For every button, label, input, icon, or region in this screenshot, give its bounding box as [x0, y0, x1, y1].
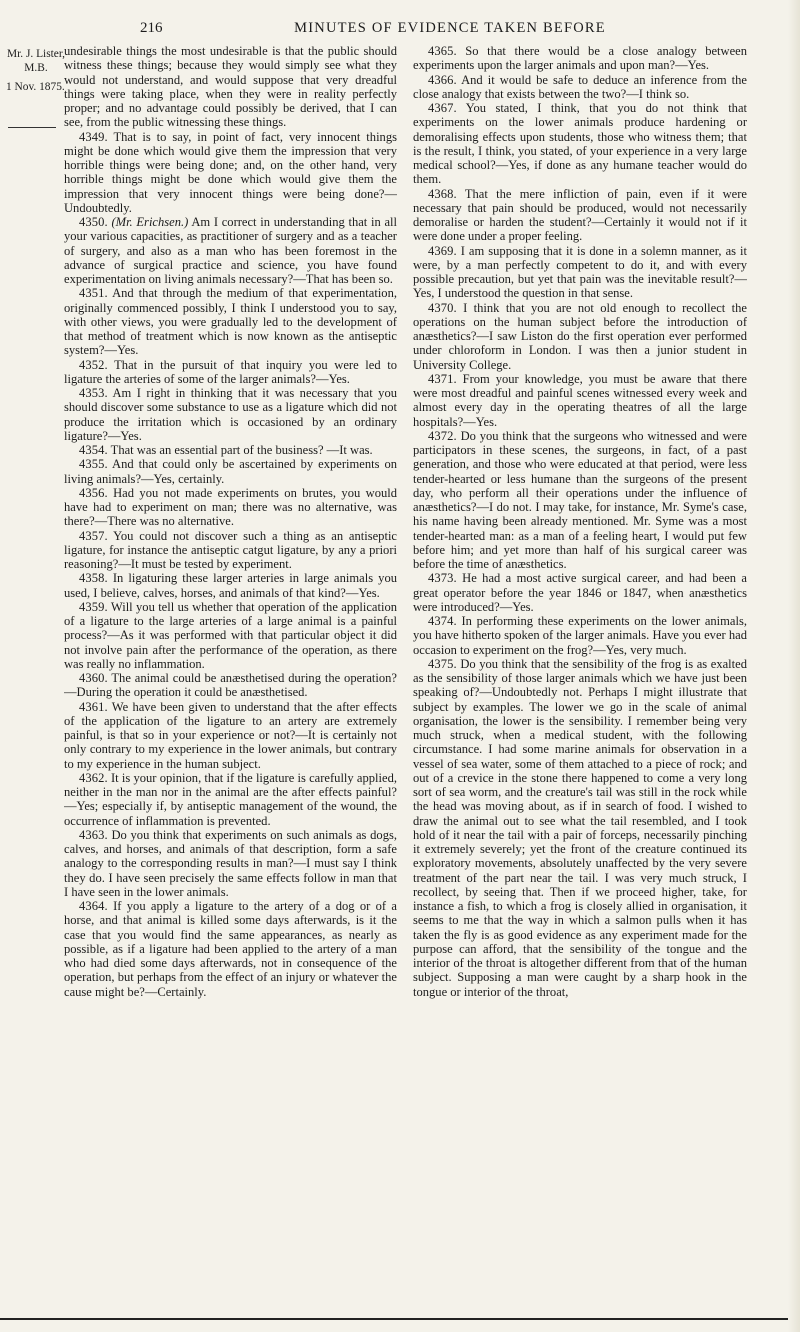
- question-number: 4367.: [428, 101, 457, 115]
- question-number: 4374.: [428, 614, 457, 628]
- evidence-text: undesirable things the most undesirable is that the public should witness these things; because they would simply see what they would not understand, and would suppose that very dreadful things were taking place, when they were in reality perfectly proper; and no advantage could possibly be derived, that I can see, from the public witnessing these things.: [64, 44, 397, 130]
- question-number: 4365.: [428, 44, 457, 58]
- evidence-text: From your knowledge, you must be aware that there were most dreadful and painful scenes witnessed every week and almost every day in the operating theatres of all the large hospitals?—Yes.: [413, 371, 747, 429]
- question-number: 4373.: [428, 571, 457, 586]
- question-number: 4358.: [79, 571, 108, 586]
- evidence-paragraph: [64, 44, 397, 130]
- question-number: 4364.: [79, 899, 108, 913]
- evidence-text: Do you think that experiments on such animals as dogs, calves, and horses, and animals of that description, form a safe analogy to the corresponding results in man?—I must say I think they do. I have seen precisely the same effects follow in man that I have seen in the lower animals.: [64, 827, 397, 899]
- evidence-text: I am supposing that it is done in a solemn manner, as it were, by a man perfectly competent to do it, and with every possible precaution, but yet that pain was the inevitable result?—Yes, I understood the question in that sense.: [413, 243, 747, 301]
- evidence-paragraph: [64, 700, 397, 771]
- page-number: 216: [140, 20, 163, 36]
- question-number: 4350.: [79, 215, 108, 229]
- evidence-text: Had you not made experiments on brutes, you would have had to experiment on man; there was no alternative, was there?—There was no alternative.: [64, 485, 397, 529]
- evidence-paragraph: [413, 429, 747, 572]
- evidence-paragraph: [64, 443, 397, 457]
- question-number: 4361.: [79, 699, 108, 714]
- evidence-text: That in the pursuit of that inquiry you were led to ligature the arteries of some of the larger animals?—Yes.: [64, 357, 397, 386]
- evidence-paragraph: [64, 571, 397, 600]
- question-number: 4368.: [428, 186, 457, 201]
- evidence-paragraph: [64, 130, 397, 216]
- evidence-text: The animal could be anæsthetised during the operation?—During the operation it could be anæsthetised.: [64, 671, 397, 700]
- evidence-paragraph: [413, 73, 747, 102]
- page-header: [140, 20, 760, 37]
- evidence-paragraph: [413, 101, 747, 187]
- question-number: 4372.: [428, 428, 457, 443]
- evidence-text: If you apply a ligature to the artery of a dog or of a horse, and that animal is killed some days afterwards, is it the case that you would find the same appearances, as nearly as possible, as if a ligature had been applied to the artery of a man who had died some days afterwards, not in consequence of the operation, but perhaps from the effect of an injury or whatever the cause might be?—Certainly.: [64, 899, 397, 999]
- evidence-paragraph: [64, 215, 397, 286]
- evidence-paragraph: [413, 301, 747, 372]
- question-number: 4369.: [428, 243, 457, 258]
- evidence-paragraph: [64, 899, 397, 999]
- evidence-paragraph: [64, 457, 397, 486]
- evidence-text: And it would be safe to deduce an inference from the close analogy that exists between the two?—I think so.: [413, 72, 747, 101]
- evidence-paragraph: [413, 372, 747, 429]
- evidence-text: Am I correct in understanding that in all your various capacities, as practitioner of surgery and as a teacher of surgery, and also as a man who has been foremost in the advance of surgical practice and science, you have found experimentation on living animals necessary?—That has been so.: [64, 215, 397, 286]
- evidence-paragraph: [64, 828, 397, 899]
- question-number: 4362.: [79, 770, 108, 785]
- evidence-text: I think that you are not old enough to recollect the operations on the human subject before the introduction of anæsthetics?—I saw Liston do the first operation ever performed under chloroform in London. I was then a junior student in University College.: [413, 300, 747, 372]
- question-number: 4371.: [428, 371, 457, 386]
- margin-note: [6, 47, 66, 94]
- question-number: 4360.: [79, 671, 108, 685]
- evidence-text: So that there would be a close analogy between experiments upon the larger animals and upon man?—Yes.: [413, 44, 747, 73]
- evidence-text: In performing these experiments on the lower animals, you have hitherto spoken of the larger animals. Have you ever had occasion to experiment on the frog?—Yes, very much.: [413, 614, 747, 657]
- hearing-date: 1 Nov. 1875.: [6, 81, 65, 93]
- evidence-paragraph: [413, 571, 747, 614]
- page-edge-shadow: [788, 0, 800, 1332]
- evidence-paragraph: [413, 187, 747, 244]
- evidence-text: You stated, I think, that you do not think that experiments on the lower animals produce hardening or demoralising effects upon students, those who witness them; that is the result, I think, you stated, of your experience in a very large medical school?—Yes, if done as any humane teacher would do them.: [413, 101, 747, 187]
- question-number: 4353.: [79, 386, 108, 400]
- evidence-paragraph: [413, 244, 747, 301]
- margin-rule: [8, 127, 56, 128]
- evidence-text: He had a most active surgical career, and had been a great operator before the year 1846 or 1847, when anæsthetics were introduced?—Yes.: [413, 571, 747, 614]
- evidence-text: Do you think that the sensibility of the frog is as exalted as the sensibility of those larger animals which we have just been speaking of?—Undoubtedly not. Perhaps I might illustrate that subject by examples. The lower we go in the scale of animal organisation, the lower is the sensibility. I remember being very much struck, when a medical student, with the following circumstance. I had some marine animals for observation in a vessel of sea water, some of them attached to a piece of rock; and out of a crevice in the stone there happened to come a very long sort of sea worm, and the creature's tail was still in the rock while the head was moving about, as if in search of food. I wished to draw the animal out to see what the tail resembled, and I took hold of it near the tail with a pair of forceps, necessarily pinching it extremely severely; yet the front of the creature continued its exploratory movements, absolutely unaffected by the very severe treatment of the part near the tail. I was very much struck, I recollect, by seeing that. Then if we proceed higher, take, for instance a fish, to which a frog is closely allied in organisation, it seems to me that the way in which a salmon pulls when it has taken the fly is as good evidence as any experiment made for the purpose can afford, that the sensibility of the tongue and the interior of the throat is altogether different from that of the human subject. Supposing a man were caught by a sharp hook in the tongue or interior of the throat,: [413, 656, 747, 999]
- question-number: 4375.: [428, 656, 457, 671]
- evidence-text: We have been given to understand that the after effects of the application of the ligature to an artery are extremely painful, is that so in your experience or not?—It is certainly not only contrary to my experience in the lower animals, but contrary to my experience in the human subject.: [64, 699, 397, 771]
- evidence-paragraph: [64, 358, 397, 387]
- evidence-paragraph: [413, 657, 747, 999]
- evidence-text: And that through the medium of that experimentation, originally commenced possibly, I think I understood you to say, with other views, you were gradually led to the development of that method of treatment which is now known as the antiseptic system?—Yes.: [64, 286, 397, 358]
- question-number: 4366.: [428, 72, 457, 87]
- evidence-paragraph: [64, 600, 397, 671]
- evidence-text: Do you think that the surgeons who witnessed and were participators in these scenes, the surgeons, in fact, of a past generation, and those who were educated at that period, were less tender-hearted or less humane than the surgeons of the present day, who perform all their operations under the influence of anæsthetics?—I do not. I may take, for instance, Mr. Syme's case, his name having been already mentioned. Mr. Syme was a most tender-hearted man: as a man of a feeling heart, I would put few before him; and yet more than half of his surgical career was before the time of anæsthetics.: [413, 428, 747, 571]
- question-number: 4370.: [428, 300, 457, 315]
- question-number: 4349.: [79, 129, 108, 144]
- question-number: 4355.: [79, 457, 108, 472]
- evidence-paragraph: [64, 286, 397, 357]
- evidence-text: It is your opinion, that if the ligature is carefully applied, neither in the man nor in the animal are the after effects painful?—Yes; especially if, by antiseptic management of the wound, the occurrence of inflammation is prevented.: [64, 770, 397, 828]
- evidence-paragraph: [64, 486, 397, 529]
- question-number: 4359.: [79, 599, 108, 614]
- evidence-text: That the mere infliction of pain, even if it were necessary that pain should be produced, would not necessarily demoralise or harden the student?—Certainly it would not if it were done under a proper feeling.: [413, 186, 747, 244]
- evidence-text: You could not discover such a thing as an antiseptic ligature, for instance the antiseptic catgut ligature, by any a priori reasoning?—It must be tested by experiment.: [64, 528, 397, 571]
- evidence-text: In ligaturing these larger arteries in large animals you used, I believe, calves, horses, and animals of that kind?—Yes.: [64, 571, 397, 600]
- question-number: 4352.: [79, 357, 108, 372]
- question-number: 4354.: [79, 443, 108, 457]
- left-column: [64, 44, 397, 1299]
- running-title: MINUTES OF EVIDENCE TAKEN BEFORE: [294, 20, 606, 36]
- evidence-paragraph: [413, 614, 747, 657]
- evidence-text: That was an essential part of the business? —It was.: [110, 443, 373, 457]
- evidence-paragraph: [64, 386, 397, 443]
- question-number: 4363.: [79, 827, 108, 842]
- evidence-text: That is to say, in point of fact, very innocent things might be done which would give them the impression that very horrible things were being done; and, on the other hand, very horrible things might be done which would give them the impression that very innocent things were being done?—Undoubtedly.: [64, 129, 397, 215]
- bottom-rule: [0, 1318, 800, 1320]
- question-number: 4351.: [79, 286, 108, 301]
- evidence-paragraph: [64, 529, 397, 572]
- evidence-paragraph: [413, 44, 747, 73]
- speaker: (Mr. Erichsen.): [111, 215, 189, 229]
- question-number: 4357.: [79, 528, 108, 543]
- evidence-text: Will you tell us whether that operation of the application of a ligature to the large arteries of a large animal is a painful process?—As it was performed with that particular object it did not involve pain after the performance of the operation, as there was really no inflammation.: [64, 599, 397, 671]
- right-column: [413, 44, 747, 1299]
- witness-name: Mr. J. Lister, M.B.: [6, 48, 66, 74]
- evidence-paragraph: [64, 771, 397, 828]
- question-number: 4356.: [79, 485, 108, 500]
- evidence-text: And that could only be ascertained by experiments on living animals?—Yes, certainly.: [64, 457, 397, 486]
- evidence-paragraph: [64, 671, 397, 700]
- evidence-text: Am I right in thinking that it was necessary that you should discover some substance to use as a ligature which did not produce the irritation which is occasioned by an ordinary ligature?—Yes.: [64, 386, 397, 443]
